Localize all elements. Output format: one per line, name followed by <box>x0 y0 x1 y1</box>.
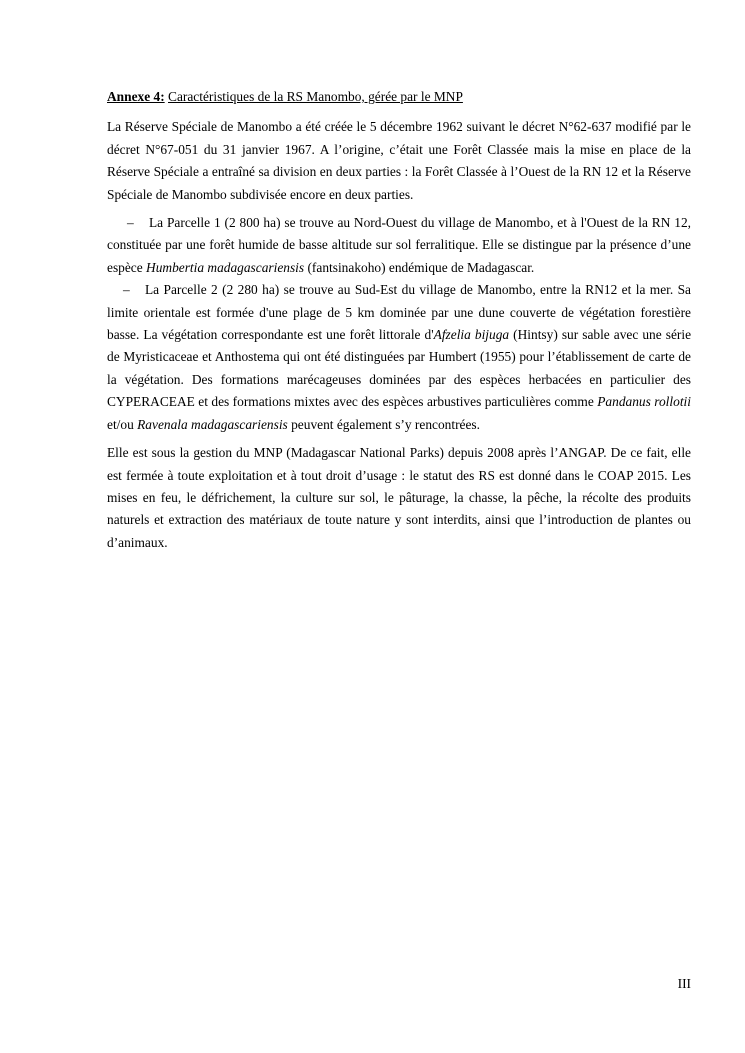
intro-paragraph: La Réserve Spéciale de Manombo a été créée le 5 décembre 1962 suivant le décret N°62-637 modifié par le décret N°67-051 du 31 janvier 1967. A l’origine, c’était une Forêt Classée mais la mise en place de la Réserve Spéciale a entraîné sa division en deux parties : la Forêt Classée à l’Ouest de la RN 12 et la Réserve Spéciale de Manombo subdivisée encore en deux parties. <box>107 119 691 202</box>
parcelle-2-text-3: et/ou <box>107 416 138 432</box>
parcelle-2-text-2: (Hintsy) sur sable avec une série de Myristicaceae et Anthostema qui ont été distinguées par Humbert (1955) pour l’établissement de carte de la végétation. Des formations marécageuses dominées par des espèces herbacées en particulier des CYPERACEAE et des formations mixtes avec des espèces arbustives particulières comme <box>107 327 692 410</box>
parcelle-1-text-before: La Parcelle 1 (2 800 ha) se trouve au Nord-Ouest du village de Manombo, et à l'Ouest de la RN 12, constituée par une forêt humide de basse altitude sur sol ferralitique. Elle se distingue par la présence d’une espèce <box>107 215 691 275</box>
list-item-parcelle-1 <box>107 212 691 279</box>
species-pandanus: Pandanus rollotii <box>597 394 691 410</box>
annexe-heading <box>107 86 691 108</box>
parcelle-1-text-after: (fantsinakoho) endémique de Madagascar. <box>304 259 535 275</box>
list-bullet: – <box>127 215 134 231</box>
annexe-label: Annexe 4: <box>107 89 165 104</box>
page-number: III <box>677 976 691 991</box>
document-body <box>107 86 691 554</box>
list-item-parcelle-2 <box>107 279 691 436</box>
parcelle-2-text-1: La Parcelle 2 (2 280 ha) se trouve au Sud-Est du village de Manombo, entre la RN12 et la mer. Sa limite orientale est formée d'une plage de 5 km dominée par une dune couverte de végétation forestière basse. La végétation correspondante est une forêt littorale d' <box>107 282 691 343</box>
parcelle-2-text-4: peuvent également s’y rencontrées. <box>287 416 480 432</box>
species-ravenala: Ravenala madagascariensis <box>137 416 288 432</box>
species-humbertia: Humbertia madagascariensis <box>146 259 305 275</box>
list-bullet: – <box>123 282 130 298</box>
final-paragraph: Elle est sous la gestion du MNP (Madagascar National Parks) depuis 2008 après l’ANGAP. De ce fait, elle est fermée à toute exploitation et à tout droit d’usage : le statut des RS est donné dans le COAP 2015. Les mises en feu, le défrichement, la culture sur sol, le pâturage, la chasse, la pêche, la récolte des produits naturels et extraction des matériaux de toute nature y sont interdits, ainsi que l’introduction de plantes ou d’animaux. <box>107 445 691 550</box>
species-afzelia: Afzelia bijuga <box>433 327 510 343</box>
annexe-title: Caractéristiques de la RS Manombo, gérée par le MNP <box>168 89 463 104</box>
